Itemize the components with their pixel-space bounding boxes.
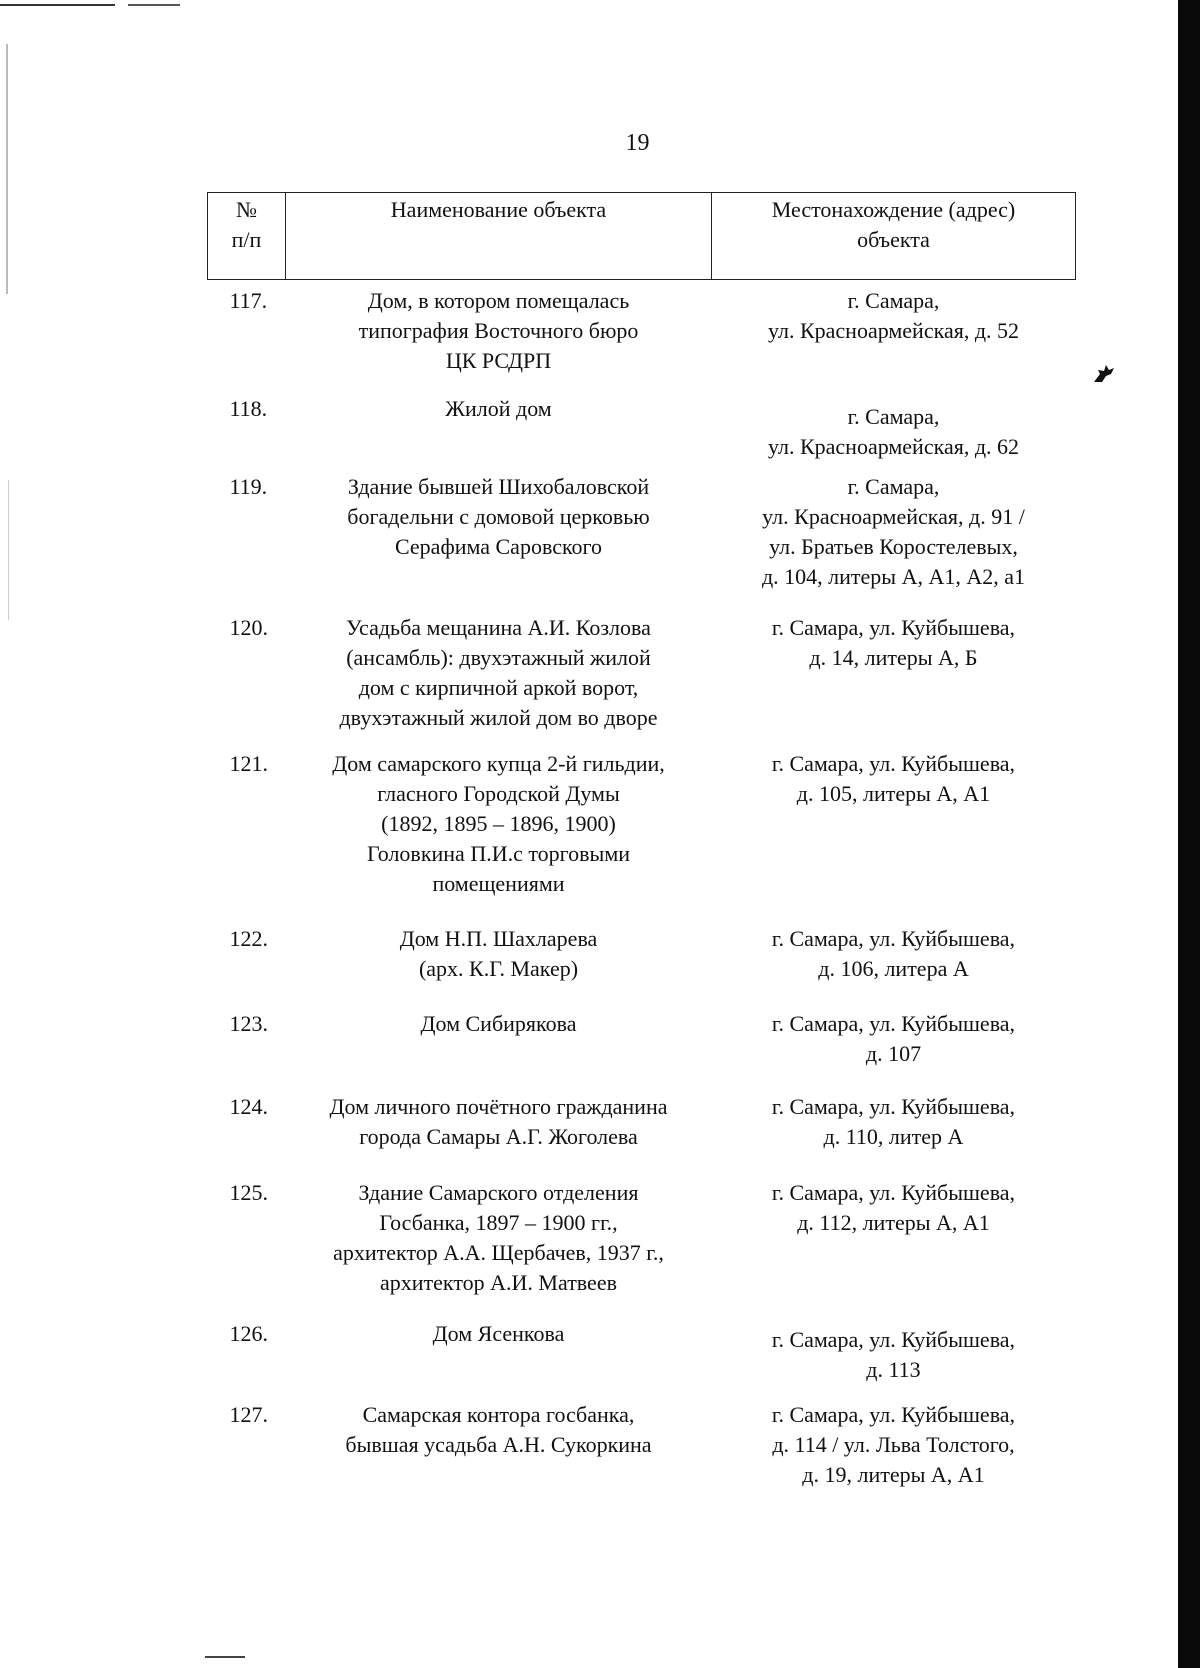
row-object-name: Дом Н.П. Шахларева (арх. К.Г. Макер) — [399, 925, 598, 981]
row-address: г. Самара, ул. Красноармейская, д. 62 — [767, 403, 1020, 459]
row-number: 119. — [229, 473, 268, 499]
monuments-table — [207, 192, 1076, 1490]
row-address: г. Самара, ул. Куйбышева, д. 110, литер А — [771, 1093, 1016, 1149]
scan-top-rule — [0, 4, 115, 6]
page-number: 19 — [625, 130, 650, 156]
scan-left-mark-lower — [8, 480, 9, 620]
row-address: г. Самара, ул. Куйбышева, д. 106, литера А — [771, 925, 1016, 981]
row-number: 120. — [229, 614, 268, 640]
row-number: 125. — [229, 1179, 268, 1205]
row-object-name: Самарская контора госбанка, бывшая усадьба А.Н. Сукоркина — [345, 1401, 652, 1457]
table-row — [208, 394, 1076, 472]
table-row — [208, 749, 1076, 924]
table-row — [208, 1092, 1076, 1178]
row-address: г. Самара, ул. Куйбышева, д. 114 / ул. Льва Толстого, д. 19, литеры А, А1 — [771, 1401, 1016, 1487]
scan-top-rule-short — [128, 4, 180, 6]
row-number: 122. — [229, 925, 268, 951]
table-row — [208, 280, 1076, 394]
row-number: 124. — [229, 1093, 268, 1119]
table-row — [208, 1009, 1076, 1092]
row-object-name: Здание Самарского отделения Госбанка, 1897 – 1900 гг., архитектор А.А. Щербачев, 1937 г., архитектор А.И. Матвеев — [333, 1179, 664, 1295]
ink-blot-mark — [1092, 362, 1116, 384]
row-address: г. Самара, ул. Куйбышева, д. 112, литеры А, А1 — [771, 1179, 1016, 1235]
scan-edge-bar — [1178, 0, 1200, 1668]
row-number: 121. — [229, 750, 268, 776]
scan-bottom-rule — [205, 1656, 245, 1658]
header-number: № п/п — [208, 193, 286, 280]
row-address: г. Самара, ул. Куйбышева, д. 107 — [771, 1010, 1016, 1066]
scan-left-mark — [6, 44, 8, 294]
row-address: г. Самара, ул. Куйбышева, д. 105, литеры А, А1 — [771, 750, 1016, 806]
row-object-name: Дом Ясенкова — [432, 1320, 565, 1346]
table-header-row — [208, 193, 1076, 280]
row-number: 127. — [229, 1401, 268, 1427]
table-row — [208, 1400, 1076, 1490]
row-address: г. Самара, ул. Красноармейская, д. 91 / ул. Братьев Коростелевых, д. 104, литеры А, А1, А2, а1 — [761, 473, 1026, 589]
header-address: Местонахождение (адрес) объекта — [712, 193, 1076, 280]
row-object-name: Жилой дом — [445, 395, 552, 421]
table-row — [208, 613, 1076, 749]
row-object-name: Здание бывшей Шихобаловской богадельни с домовой церковью Серафима Саровского — [347, 473, 650, 559]
table-row — [208, 924, 1076, 1009]
row-address: г. Самара, ул. Куйбышева, д. 113 — [771, 1326, 1016, 1382]
row-object-name: Усадьба мещанина А.И. Козлова (ансамбль): двухэтажный жилой дом с кирпичной аркой ворот, двухэтажный жилой дом во дворе — [339, 614, 658, 730]
row-number: 117. — [229, 288, 268, 313]
row-address: г. Самара, ул. Красноармейская, д. 52 — [767, 288, 1020, 343]
table-row — [208, 472, 1076, 613]
row-address: г. Самара, ул. Куйбышева, д. 14, литеры А, Б — [771, 614, 1016, 670]
row-object-name: Дом, в котором помещалась типография Восточного бюро ЦК РСДРП — [358, 288, 639, 373]
row-number: 126. — [229, 1320, 268, 1346]
row-number: 123. — [229, 1010, 268, 1036]
header-object-name: Наименование объекта — [286, 193, 712, 280]
table-row — [208, 1319, 1076, 1400]
row-number: 118. — [229, 395, 268, 421]
row-object-name: Дом Сибирякова — [420, 1010, 577, 1036]
table-row — [208, 1178, 1076, 1319]
row-object-name: Дом личного почётного гражданина города Самары А.Г. Жоголева — [329, 1093, 668, 1149]
row-object-name: Дом самарского купца 2-й гильдии, гласного Городской Думы (1892, 1895 – 1896, 1900) Головкина П.И.с торговыми помещениями — [332, 750, 665, 896]
